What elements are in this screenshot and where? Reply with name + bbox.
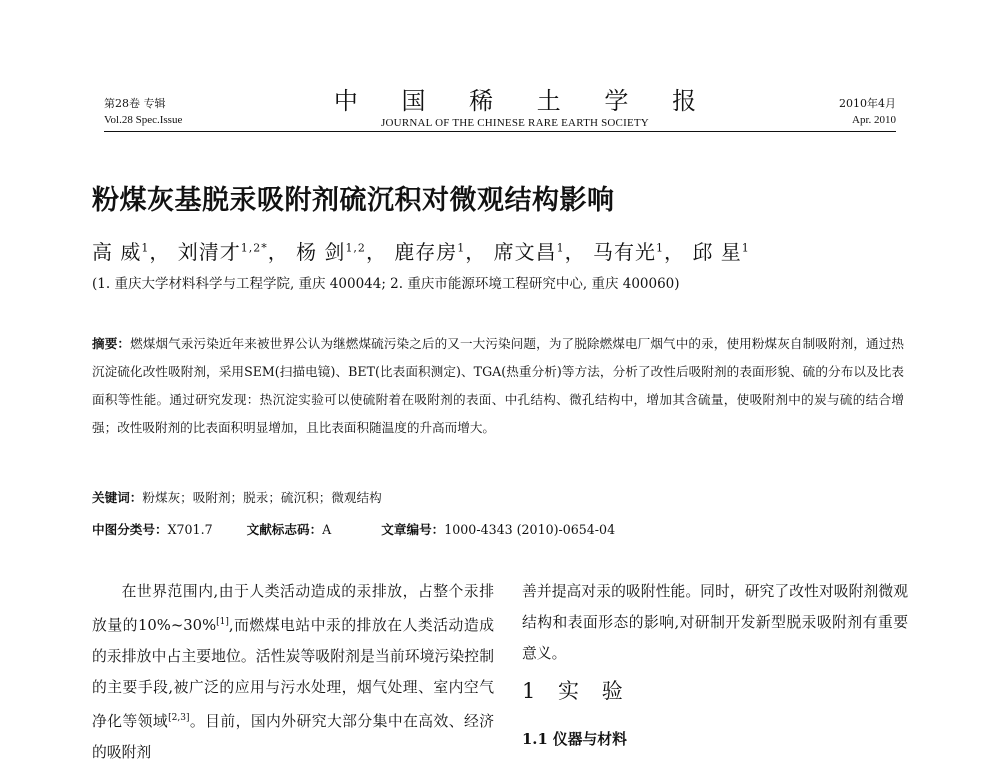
volume-en: Vol.28 Spec.Issue <box>104 114 183 126</box>
journal-name <box>300 86 730 130</box>
article-id-value: 1000-4343 (2010)-0654-04 <box>444 522 616 537</box>
body-left-column <box>92 576 494 768</box>
author-list <box>92 236 750 265</box>
issue-date <box>839 96 896 128</box>
author-separator: ， <box>365 240 387 264</box>
author-affiliation-mark: 1 <box>141 241 150 255</box>
abstract-label: 摘要： <box>92 336 131 351</box>
body-right-column <box>522 576 908 669</box>
subsection-heading: 1.1 仪器与材料 <box>522 731 627 748</box>
volume-cn: 第28卷 专辑 <box>104 97 166 110</box>
author-name: 杨 剑 <box>296 240 346 264</box>
author-separator: ， <box>267 240 289 264</box>
intro-text-3: 。目前，国内外研究大部分集中在高效、经济的吸附剂 <box>92 712 494 761</box>
author-affiliation-mark: 1 <box>741 241 750 255</box>
journal-name-cn: 中 国 稀 土 学 报 <box>333 87 715 115</box>
author-separator: ， <box>149 240 171 264</box>
author-affiliation-mark: 1 <box>556 241 565 255</box>
section-heading: 1 实 验 <box>522 679 631 703</box>
date-en: Apr. 2010 <box>852 114 896 126</box>
author-affiliation-mark: 1 <box>457 241 466 255</box>
author-separator: ， <box>465 240 487 264</box>
abstract-text: 燃煤烟气汞污染近年来被世界公认为继燃煤硫污染之后的又一大污染问题，为了脱除燃煤电厂烟气中的汞，使用粉煤灰自制吸附剂，通过热沉淀硫化改性吸附剂，采用SEM(扫描电镜)、BET(比表面积测定)、TGA(热重分析)等方法，分析了改性后吸附剂的表面形貌、硫的分布以及比表面积等性能。通过研究发现：热沉淀实验可以使硫附着在吸附剂的表面、中孔结构、微孔结构中，增加其含硫量，使吸附剂中的炭与硫的结合增强；改性吸附剂的比表面积明显增加，且比表面积随温度的升高而增大。 <box>92 336 905 435</box>
volume-info <box>104 96 182 128</box>
abstract <box>92 330 904 442</box>
keywords <box>92 487 382 506</box>
author-name: 刘清才 <box>177 240 241 264</box>
author-affiliation-mark: 1,2 <box>345 241 366 255</box>
journal-name-en: JOURNAL OF THE CHINESE RARE EARTH SOCIETY <box>381 117 649 129</box>
author-name: 高 威 <box>92 240 142 264</box>
author-name: 鹿存房 <box>394 240 458 264</box>
article-id-label: 文章编号： <box>381 522 445 537</box>
author-affiliation-mark: 1,2* <box>240 241 268 255</box>
author-name: 席文昌 <box>493 240 557 264</box>
author-name: 邱 星 <box>692 240 742 264</box>
author-name: 马有光 <box>593 240 657 264</box>
intro-paragraph <box>92 576 494 768</box>
citation-ref: [2,3] <box>168 712 190 723</box>
doc-code-label: 文献标志码： <box>246 522 323 537</box>
date-cn: 2010年4月 <box>839 97 896 110</box>
keywords-label: 关键词： <box>92 490 143 505</box>
classification-line <box>92 519 615 538</box>
affiliations: (1. 重庆大学材料科学与工程学院, 重庆 400044; 2. 重庆市能源环境工程研究中心, 重庆 400060) <box>92 276 680 292</box>
citation-ref: [1] <box>216 617 229 627</box>
author-separator: ， <box>664 240 686 264</box>
intro-text-2: ,而燃煤电站中汞的排放在人类活动造成的汞排放中占主要地位。活性炭等吸附剂是当前环境污染控制的主要手段,被广泛的应用与污水处理，烟气处理、室内空气净化等领域 <box>92 616 494 730</box>
intro-text-1: 在世界范围内,由于人类活动造成的汞排放，占整个汞排放量的10%~30% <box>92 583 494 634</box>
author-affiliation-mark: 1 <box>656 241 665 255</box>
article-title: 粉煤灰基脱汞吸附剂硫沉积对微观结构影响 <box>92 185 615 216</box>
intro-continuation: 善并提高对汞的吸附性能。同时，研究了改性对吸附剂微观结构和表面形态的影响,对研制开发新型脱汞吸附剂有重要意义。 <box>522 583 908 662</box>
doc-code-value: A <box>322 522 332 537</box>
clc-value: X701.7 <box>167 522 213 537</box>
header-rule <box>104 131 896 132</box>
keywords-text: 粉煤灰；吸附剂；脱汞；硫沉积；微观结构 <box>142 490 382 505</box>
clc-label: 中图分类号： <box>92 522 168 537</box>
author-separator: ， <box>564 240 586 264</box>
